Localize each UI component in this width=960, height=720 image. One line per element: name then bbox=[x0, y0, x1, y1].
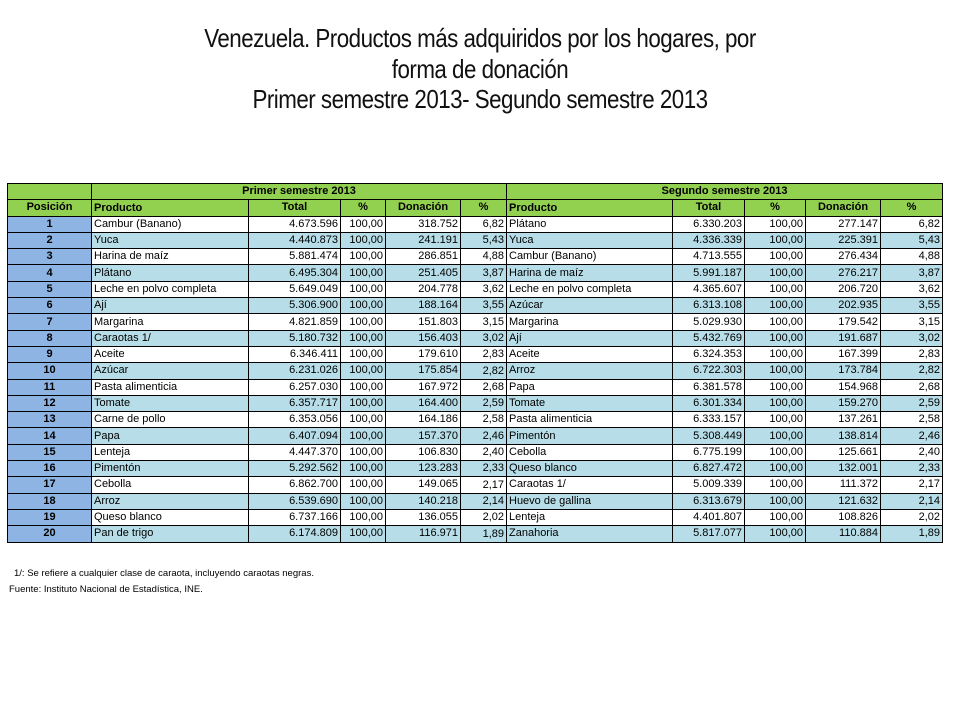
cell-total-1: 5.292.562 bbox=[249, 461, 341, 477]
cell-pct-donacion-1: 2,14 bbox=[461, 493, 507, 509]
cell-donacion-1: 175.854 bbox=[386, 363, 461, 379]
cell-producto-1: Ají bbox=[92, 298, 249, 314]
cell-producto-1: Pasta alimenticia bbox=[92, 379, 249, 395]
cell-donacion-1: 204.778 bbox=[386, 281, 461, 297]
cell-producto-2: Lenteja bbox=[507, 509, 673, 525]
cell-posicion: 18 bbox=[8, 493, 92, 509]
cell-pct-total-1: 100,00 bbox=[341, 493, 386, 509]
header-donacion-1: Donación bbox=[386, 200, 461, 216]
cell-producto-1: Harina de maíz bbox=[92, 249, 249, 265]
cell-producto-2: Papa bbox=[507, 379, 673, 395]
cell-producto-2: Leche en polvo completa bbox=[507, 281, 673, 297]
cell-producto-1: Yuca bbox=[92, 232, 249, 248]
cell-pct-donacion-2: 2,14 bbox=[881, 493, 943, 509]
cell-total-1: 6.862.700 bbox=[249, 477, 341, 493]
table-row bbox=[8, 412, 943, 428]
cell-pct-total-2: 100,00 bbox=[745, 526, 806, 542]
cell-pct-donacion-2: 6,82 bbox=[881, 216, 943, 232]
cell-pct-donacion-1: 3,62 bbox=[461, 281, 507, 297]
cell-total-2: 4.365.607 bbox=[673, 281, 745, 297]
cell-pct-total-1: 100,00 bbox=[341, 249, 386, 265]
cell-donacion-1: 318.752 bbox=[386, 216, 461, 232]
header-group-segundo: Segundo semestre 2013 bbox=[507, 184, 943, 200]
cell-pct-total-2: 100,00 bbox=[745, 428, 806, 444]
cell-donacion-2: 125.661 bbox=[806, 444, 881, 460]
cell-donacion-1: 123.283 bbox=[386, 461, 461, 477]
cell-total-2: 5.308.449 bbox=[673, 428, 745, 444]
cell-donacion-1: 106.830 bbox=[386, 444, 461, 460]
cell-posicion: 17 bbox=[8, 477, 92, 493]
header-pct-donacion-1: % bbox=[461, 200, 507, 216]
cell-producto-1: Margarina bbox=[92, 314, 249, 330]
cell-pct-donacion-1: 2,58 bbox=[461, 412, 507, 428]
cell-producto-1: Plátano bbox=[92, 265, 249, 281]
cell-producto-2: Margarina bbox=[507, 314, 673, 330]
cell-total-1: 6.495.304 bbox=[249, 265, 341, 281]
cell-producto-1: Arroz bbox=[92, 493, 249, 509]
header-pct-total-2: % bbox=[745, 200, 806, 216]
cell-total-2: 5.432.769 bbox=[673, 330, 745, 346]
cell-donacion-2: 173.784 bbox=[806, 363, 881, 379]
cell-posicion: 5 bbox=[8, 281, 92, 297]
cell-producto-1: Queso blanco bbox=[92, 509, 249, 525]
header-pct-total-1: % bbox=[341, 200, 386, 216]
cell-pct-total-1: 100,00 bbox=[341, 477, 386, 493]
cell-posicion: 13 bbox=[8, 412, 92, 428]
cell-pct-total-1: 100,00 bbox=[341, 395, 386, 411]
cell-pct-total-1: 100,00 bbox=[341, 444, 386, 460]
cell-pct-donacion-1: 1,89 bbox=[461, 526, 507, 542]
cell-pct-total-2: 100,00 bbox=[745, 249, 806, 265]
cell-total-2: 5.009.339 bbox=[673, 477, 745, 493]
table-row bbox=[8, 314, 943, 330]
cell-pct-donacion-1: 2,46 bbox=[461, 428, 507, 444]
cell-producto-2: Cebolla bbox=[507, 444, 673, 460]
cell-donacion-2: 225.391 bbox=[806, 232, 881, 248]
cell-donacion-1: 157.370 bbox=[386, 428, 461, 444]
cell-producto-2: Queso blanco bbox=[507, 461, 673, 477]
cell-pct-donacion-2: 3,87 bbox=[881, 265, 943, 281]
cell-producto-1: Tomate bbox=[92, 395, 249, 411]
cell-producto-1: Azúcar bbox=[92, 363, 249, 379]
cell-total-2: 6.775.199 bbox=[673, 444, 745, 460]
cell-total-2: 6.313.679 bbox=[673, 493, 745, 509]
cell-total-2: 6.313.108 bbox=[673, 298, 745, 314]
cell-total-1: 4.440.873 bbox=[249, 232, 341, 248]
table-row bbox=[8, 281, 943, 297]
cell-donacion-1: 286.851 bbox=[386, 249, 461, 265]
cell-donacion-2: 191.687 bbox=[806, 330, 881, 346]
cell-pct-donacion-2: 2,68 bbox=[881, 379, 943, 395]
cell-pct-donacion-1: 5,43 bbox=[461, 232, 507, 248]
cell-posicion: 16 bbox=[8, 461, 92, 477]
cell-pct-donacion-1: 2,82 bbox=[461, 363, 507, 379]
cell-producto-2: Azúcar bbox=[507, 298, 673, 314]
header-donacion-2: Donación bbox=[806, 200, 881, 216]
cell-pct-total-2: 100,00 bbox=[745, 346, 806, 362]
cell-pct-donacion-2: 2,59 bbox=[881, 395, 943, 411]
cell-total-1: 4.447.370 bbox=[249, 444, 341, 460]
cell-posicion: 11 bbox=[8, 379, 92, 395]
cell-donacion-2: 132.001 bbox=[806, 461, 881, 477]
cell-total-2: 6.722.303 bbox=[673, 363, 745, 379]
table-row bbox=[8, 395, 943, 411]
title-line-1: Venezuela. Productos más adquiridos por los hogares, por bbox=[204, 23, 756, 53]
cell-pct-total-2: 100,00 bbox=[745, 314, 806, 330]
cell-posicion: 8 bbox=[8, 330, 92, 346]
cell-pct-total-2: 100,00 bbox=[745, 363, 806, 379]
cell-pct-total-1: 100,00 bbox=[341, 526, 386, 542]
cell-total-2: 6.330.203 bbox=[673, 216, 745, 232]
cell-producto-2: Aceite bbox=[507, 346, 673, 362]
cell-total-1: 4.673.596 bbox=[249, 216, 341, 232]
cell-donacion-1: 156.403 bbox=[386, 330, 461, 346]
cell-total-2: 4.401.807 bbox=[673, 509, 745, 525]
cell-pct-donacion-2: 5,43 bbox=[881, 232, 943, 248]
table-row bbox=[8, 363, 943, 379]
cell-total-1: 6.174.809 bbox=[249, 526, 341, 542]
cell-pct-donacion-2: 2,82 bbox=[881, 363, 943, 379]
cell-posicion: 19 bbox=[8, 509, 92, 525]
cell-donacion-1: 136.055 bbox=[386, 509, 461, 525]
table-row bbox=[8, 330, 943, 346]
cell-donacion-2: 206.720 bbox=[806, 281, 881, 297]
cell-pct-donacion-2: 3,15 bbox=[881, 314, 943, 330]
cell-donacion-2: 159.270 bbox=[806, 395, 881, 411]
cell-donacion-1: 164.186 bbox=[386, 412, 461, 428]
cell-pct-total-2: 100,00 bbox=[745, 281, 806, 297]
cell-producto-2: Caraotas 1/ bbox=[507, 477, 673, 493]
cell-pct-total-2: 100,00 bbox=[745, 412, 806, 428]
cell-pct-donacion-1: 2,59 bbox=[461, 395, 507, 411]
cell-total-1: 6.407.094 bbox=[249, 428, 341, 444]
table-row bbox=[8, 477, 943, 493]
cell-posicion: 9 bbox=[8, 346, 92, 362]
cell-pct-donacion-1: 3,87 bbox=[461, 265, 507, 281]
title-line-3: Primer semestre 2013- Segundo semestre 2013 bbox=[252, 84, 708, 114]
cell-pct-total-1: 100,00 bbox=[341, 298, 386, 314]
cell-total-1: 6.539.690 bbox=[249, 493, 341, 509]
cell-pct-donacion-1: 2,68 bbox=[461, 379, 507, 395]
cell-total-2: 5.991.187 bbox=[673, 265, 745, 281]
cell-pct-donacion-2: 2,17 bbox=[881, 477, 943, 493]
cell-pct-donacion-1: 2,33 bbox=[461, 461, 507, 477]
cell-posicion: 1 bbox=[8, 216, 92, 232]
table-row bbox=[8, 461, 943, 477]
cell-total-2: 4.713.555 bbox=[673, 249, 745, 265]
cell-producto-1: Papa bbox=[92, 428, 249, 444]
cell-pct-total-1: 100,00 bbox=[341, 379, 386, 395]
cell-donacion-1: 149.065 bbox=[386, 477, 461, 493]
cell-donacion-2: 276.434 bbox=[806, 249, 881, 265]
cell-total-2: 6.333.157 bbox=[673, 412, 745, 428]
cell-posicion: 14 bbox=[8, 428, 92, 444]
cell-pct-donacion-2: 2,02 bbox=[881, 509, 943, 525]
cell-pct-total-2: 100,00 bbox=[745, 395, 806, 411]
cell-pct-donacion-1: 3,15 bbox=[461, 314, 507, 330]
cell-donacion-2: 137.261 bbox=[806, 412, 881, 428]
cell-total-2: 4.336.339 bbox=[673, 232, 745, 248]
header-total-2: Total bbox=[673, 200, 745, 216]
cell-pct-donacion-1: 6,82 bbox=[461, 216, 507, 232]
header-posicion: Posición bbox=[8, 200, 92, 216]
cell-donacion-1: 188.164 bbox=[386, 298, 461, 314]
cell-pct-total-1: 100,00 bbox=[341, 265, 386, 281]
cell-producto-2: Plátano bbox=[507, 216, 673, 232]
cell-producto-2: Cambur (Banano) bbox=[507, 249, 673, 265]
cell-donacion-1: 167.972 bbox=[386, 379, 461, 395]
table-row bbox=[8, 493, 943, 509]
header-total-1: Total bbox=[249, 200, 341, 216]
cell-posicion: 20 bbox=[8, 526, 92, 542]
cell-producto-2: Harina de maíz bbox=[507, 265, 673, 281]
cell-donacion-2: 108.826 bbox=[806, 509, 881, 525]
cell-total-1: 5.180.732 bbox=[249, 330, 341, 346]
cell-donacion-2: 154.968 bbox=[806, 379, 881, 395]
table-row bbox=[8, 428, 943, 444]
cell-donacion-2: 110.884 bbox=[806, 526, 881, 542]
cell-pct-donacion-2: 2,83 bbox=[881, 346, 943, 362]
cell-donacion-2: 111.372 bbox=[806, 477, 881, 493]
cell-donacion-2: 138.814 bbox=[806, 428, 881, 444]
header-producto-1: Producto bbox=[92, 200, 249, 216]
cell-total-1: 6.257.030 bbox=[249, 379, 341, 395]
page-title bbox=[0, 22, 960, 114]
cell-pct-total-2: 100,00 bbox=[745, 493, 806, 509]
footnote: 1/: Se refiere a cualquier clase de caraota, incluyendo caraotas negras. bbox=[14, 568, 314, 579]
cell-donacion-2: 202.935 bbox=[806, 298, 881, 314]
table-row bbox=[8, 346, 943, 362]
cell-total-1: 6.357.717 bbox=[249, 395, 341, 411]
table-row bbox=[8, 444, 943, 460]
cell-producto-1: Lenteja bbox=[92, 444, 249, 460]
cell-total-2: 6.381.578 bbox=[673, 379, 745, 395]
cell-pct-total-1: 100,00 bbox=[341, 428, 386, 444]
cell-pct-total-1: 100,00 bbox=[341, 461, 386, 477]
cell-producto-1: Aceite bbox=[92, 346, 249, 362]
cell-pct-total-1: 100,00 bbox=[341, 281, 386, 297]
cell-pct-total-1: 100,00 bbox=[341, 412, 386, 428]
cell-pct-total-2: 100,00 bbox=[745, 379, 806, 395]
cell-posicion: 6 bbox=[8, 298, 92, 314]
cell-donacion-2: 276.217 bbox=[806, 265, 881, 281]
cell-total-2: 5.817.077 bbox=[673, 526, 745, 542]
cell-total-1: 6.346.411 bbox=[249, 346, 341, 362]
cell-producto-2: Ají bbox=[507, 330, 673, 346]
cell-pct-donacion-2: 2,58 bbox=[881, 412, 943, 428]
cell-pct-donacion-1: 2,83 bbox=[461, 346, 507, 362]
cell-pct-total-2: 100,00 bbox=[745, 444, 806, 460]
header-group-primer: Primer semestre 2013 bbox=[92, 184, 507, 200]
cell-pct-total-1: 100,00 bbox=[341, 314, 386, 330]
cell-producto-1: Pan de trigo bbox=[92, 526, 249, 542]
cell-donacion-1: 151.803 bbox=[386, 314, 461, 330]
cell-donacion-2: 179.542 bbox=[806, 314, 881, 330]
cell-producto-2: Pimentón bbox=[507, 428, 673, 444]
cell-donacion-2: 277.147 bbox=[806, 216, 881, 232]
cell-pct-donacion-1: 3,02 bbox=[461, 330, 507, 346]
cell-pct-total-2: 100,00 bbox=[745, 477, 806, 493]
cell-donacion-1: 164.400 bbox=[386, 395, 461, 411]
cell-pct-donacion-2: 2,40 bbox=[881, 444, 943, 460]
cell-pct-total-1: 100,00 bbox=[341, 232, 386, 248]
cell-producto-1: Caraotas 1/ bbox=[92, 330, 249, 346]
cell-donacion-1: 140.218 bbox=[386, 493, 461, 509]
cell-pct-donacion-2: 2,33 bbox=[881, 461, 943, 477]
cell-pct-donacion-2: 3,62 bbox=[881, 281, 943, 297]
table-row bbox=[8, 232, 943, 248]
cell-posicion: 4 bbox=[8, 265, 92, 281]
cell-posicion: 10 bbox=[8, 363, 92, 379]
cell-pct-donacion-1: 2,40 bbox=[461, 444, 507, 460]
cell-pct-donacion-2: 4,88 bbox=[881, 249, 943, 265]
cell-total-1: 5.881.474 bbox=[249, 249, 341, 265]
cell-total-1: 6.737.166 bbox=[249, 509, 341, 525]
cell-pct-total-2: 100,00 bbox=[745, 298, 806, 314]
cell-pct-total-2: 100,00 bbox=[745, 509, 806, 525]
table-row bbox=[8, 298, 943, 314]
cell-pct-total-2: 100,00 bbox=[745, 461, 806, 477]
cell-producto-1: Cambur (Banano) bbox=[92, 216, 249, 232]
cell-total-1: 5.649.049 bbox=[249, 281, 341, 297]
cell-total-2: 5.029.930 bbox=[673, 314, 745, 330]
data-table bbox=[7, 183, 943, 543]
cell-total-2: 6.301.334 bbox=[673, 395, 745, 411]
cell-posicion: 3 bbox=[8, 249, 92, 265]
header-blank bbox=[8, 184, 92, 200]
cell-posicion: 2 bbox=[8, 232, 92, 248]
title-line-2: forma de donación bbox=[391, 54, 569, 84]
cell-producto-2: Arroz bbox=[507, 363, 673, 379]
cell-donacion-1: 116.971 bbox=[386, 526, 461, 542]
cell-pct-total-2: 100,00 bbox=[745, 265, 806, 281]
table-row bbox=[8, 509, 943, 525]
cell-total-1: 6.353.056 bbox=[249, 412, 341, 428]
cell-total-2: 6.827.472 bbox=[673, 461, 745, 477]
table-row bbox=[8, 379, 943, 395]
header-pct-donacion-2: % bbox=[881, 200, 943, 216]
cell-total-2: 6.324.353 bbox=[673, 346, 745, 362]
cell-pct-total-1: 100,00 bbox=[341, 216, 386, 232]
header-producto-2: Producto bbox=[507, 200, 673, 216]
cell-donacion-1: 241.191 bbox=[386, 232, 461, 248]
cell-producto-1: Leche en polvo completa bbox=[92, 281, 249, 297]
cell-pct-donacion-2: 2,46 bbox=[881, 428, 943, 444]
cell-producto-1: Cebolla bbox=[92, 477, 249, 493]
cell-producto-2: Zanahoria bbox=[507, 526, 673, 542]
cell-pct-total-1: 100,00 bbox=[341, 363, 386, 379]
cell-pct-donacion-2: 1,89 bbox=[881, 526, 943, 542]
cell-total-1: 5.306.900 bbox=[249, 298, 341, 314]
cell-total-1: 4.821.859 bbox=[249, 314, 341, 330]
cell-donacion-2: 167.399 bbox=[806, 346, 881, 362]
cell-pct-donacion-2: 3,55 bbox=[881, 298, 943, 314]
cell-pct-donacion-1: 2,02 bbox=[461, 509, 507, 525]
cell-posicion: 12 bbox=[8, 395, 92, 411]
cell-producto-1: Carne de pollo bbox=[92, 412, 249, 428]
source-note: Fuente: Instituto Nacional de Estadística, INE. bbox=[9, 584, 203, 595]
cell-pct-donacion-1: 3,55 bbox=[461, 298, 507, 314]
table-row bbox=[8, 526, 943, 542]
cell-pct-total-2: 100,00 bbox=[745, 232, 806, 248]
cell-pct-donacion-1: 4,88 bbox=[461, 249, 507, 265]
cell-donacion-2: 121.632 bbox=[806, 493, 881, 509]
cell-pct-total-2: 100,00 bbox=[745, 216, 806, 232]
cell-producto-2: Tomate bbox=[507, 395, 673, 411]
cell-producto-1: Pimentón bbox=[92, 461, 249, 477]
cell-pct-donacion-1: 2,17 bbox=[461, 477, 507, 493]
cell-donacion-1: 251.405 bbox=[386, 265, 461, 281]
table-row bbox=[8, 265, 943, 281]
cell-posicion: 15 bbox=[8, 444, 92, 460]
cell-producto-2: Yuca bbox=[507, 232, 673, 248]
cell-pct-donacion-2: 3,02 bbox=[881, 330, 943, 346]
cell-pct-total-1: 100,00 bbox=[341, 509, 386, 525]
cell-pct-total-1: 100,00 bbox=[341, 346, 386, 362]
cell-producto-2: Huevo de gallina bbox=[507, 493, 673, 509]
table-row bbox=[8, 216, 943, 232]
cell-pct-total-1: 100,00 bbox=[341, 330, 386, 346]
cell-pct-total-2: 100,00 bbox=[745, 330, 806, 346]
cell-donacion-1: 179.610 bbox=[386, 346, 461, 362]
cell-producto-2: Pasta alimenticia bbox=[507, 412, 673, 428]
cell-posicion: 7 bbox=[8, 314, 92, 330]
cell-total-1: 6.231.026 bbox=[249, 363, 341, 379]
table-row bbox=[8, 249, 943, 265]
